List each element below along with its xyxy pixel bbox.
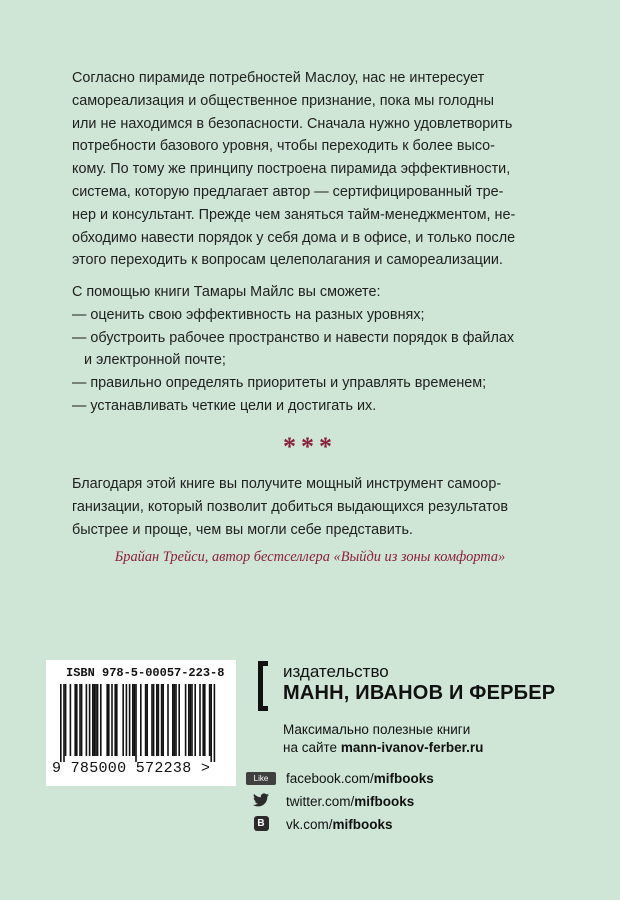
vk-icon: B xyxy=(246,816,276,832)
publisher-name: МАНН, ИВАНОВ И ФЕРБЕР xyxy=(283,682,556,704)
text-line: ганизации, который позволит добиться выдающихся результатов xyxy=(72,498,509,515)
publisher-label: издательство xyxy=(283,662,389,681)
quote-attribution: Брайан Трейси, автор бестселлера «Выйди из зоны комфорта» xyxy=(114,549,506,565)
publisher-bracket xyxy=(258,661,268,711)
isbn-label: ISBN 978-5-00057-223-8 xyxy=(66,666,225,680)
text-line: или не находимся в безопасности. Сначала нужно удовлетворить xyxy=(72,115,513,132)
intro-paragraph xyxy=(72,67,522,272)
facebook-like-icon: Like xyxy=(246,772,276,785)
list-item: — устанавливать четкие цели и достигать их. xyxy=(72,397,377,414)
social-prefix: vk.com/ xyxy=(286,816,333,832)
text-line: система, которую предлагает автор — сертифицированный тре- xyxy=(72,183,504,200)
list-intro: С помощью книги Тамары Майлс вы сможете: xyxy=(72,284,381,300)
list-item: — оценить свою эффективность на разных уровнях; xyxy=(72,306,425,323)
text-line: кому. По тому же принципу построена пирамида эффективности, xyxy=(72,161,511,178)
barcode-panel xyxy=(46,660,236,786)
text-line: самореализация и общественное признание, пока мы голодны xyxy=(72,92,494,109)
publisher-tagline: Максимально полезные книги xyxy=(283,722,471,737)
website-link: mann-ivanov-ferber.ru xyxy=(340,740,484,755)
social-prefix: twitter.com/ xyxy=(286,793,355,809)
list-item: — правильно определять приоритеты и управлять временем; xyxy=(72,375,487,392)
text-line: нер и консультант. Прежде чем заняться тайм-менеджментом, не- xyxy=(72,206,516,223)
social-handle: mifbooks xyxy=(373,770,434,786)
benefits-list xyxy=(72,281,522,418)
section-separator: *** xyxy=(283,432,337,461)
text-line: быстрее и проще, чем вы могли себе представить. xyxy=(72,521,413,538)
social-facebook xyxy=(246,769,434,787)
twitter-bird-icon xyxy=(246,793,276,809)
text-line: потребности базового уровня, чтобы переходить к более высо- xyxy=(72,138,495,155)
publisher-website xyxy=(283,740,483,755)
social-handle: mifbooks xyxy=(332,816,393,832)
text-line: этого переходить к вопросам целеполагания и самореализации. xyxy=(72,252,503,269)
text-line: Благодаря этой книге вы получите мощный инструмент самоор- xyxy=(72,476,502,492)
social-prefix: facebook.com/ xyxy=(286,770,374,786)
list-item: и электронной почте; xyxy=(72,352,226,369)
social-vk xyxy=(246,815,393,833)
website-prefix: на сайте xyxy=(283,740,341,755)
social-handle: mifbooks xyxy=(354,793,415,809)
barcode-image xyxy=(58,684,224,762)
list-item: — обустроить рабочее пространство и навести порядок в файлах xyxy=(72,329,515,346)
text-line: обходимо навести порядок у себя дома и в офисе, и только после xyxy=(72,229,516,246)
barcode-digits: 9 785000 572238 > xyxy=(52,760,211,777)
quote-paragraph xyxy=(72,473,522,541)
social-twitter xyxy=(246,792,414,810)
text-line: Согласно пирамиде потребностей Маслоу, нас не интересует xyxy=(72,70,485,86)
